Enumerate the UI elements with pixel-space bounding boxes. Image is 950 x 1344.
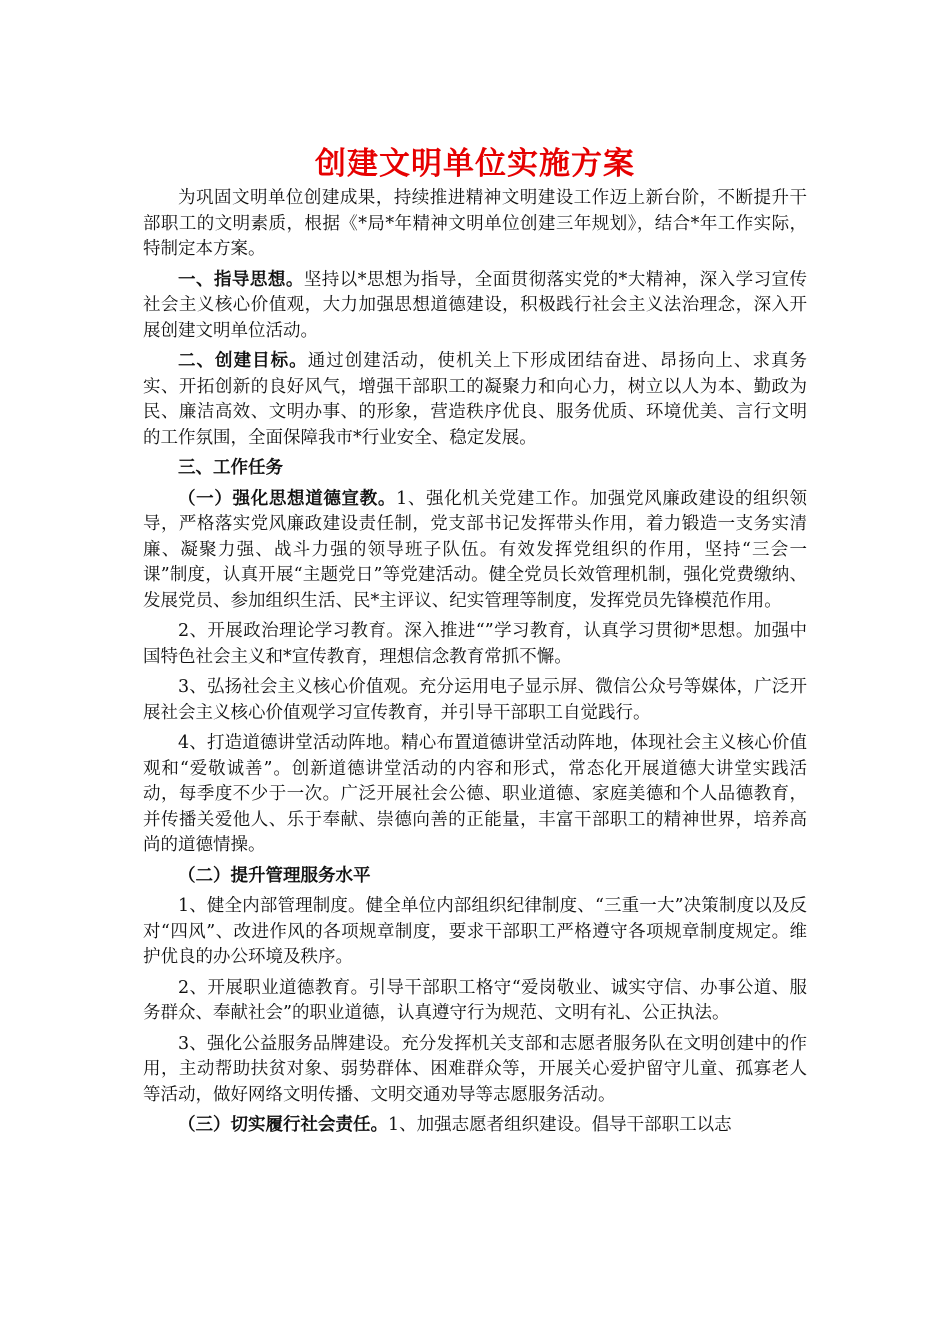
paragraph-task-1-2: 2、开展政治理论学习教育。深入推进“”学习教育，认真学习贯彻*思想。加强中国特色社会主义和*宣传教育，理想信念教育常抓不懈。	[143, 621, 807, 667]
paragraph-goals: 二、创建目标。通过创建活动，使机关上下形成团结奋进、昂扬向上、求真务实、开拓创新的良好风气，增强干部职工的凝聚力和向心力，树立以人为本、勤政为民、廉洁高效、文明办事、的形象，营造秩序优良、服务优质、环境优美、言行文明的工作氛围，全面保障我市*行业安全、稳定发展。	[143, 351, 808, 448]
section-heading-tasks: 三、工作任务	[178, 458, 283, 478]
section-heading: 二、创建目标。	[178, 351, 308, 371]
paragraph-task-2-2: 2、开展职业道德教育。引导干部职工格守“爱岗敬业、诚实守信、办事公道、服务群众、奉献社会”的职业道德，认真遵守行为规范、文明有礼、公正执法。	[143, 977, 807, 1023]
subsection-heading: （一）强化思想道德宣教。	[178, 488, 397, 509]
paragraph-intro: 为巩固文明单位创建成果，持续推进精神文明建设工作迈上新台阶，不断提升干部职工的文明素质，根据《*局*年精神文明单位创建三年规划》，结合*年工作实际，特制定本方案。	[143, 188, 807, 259]
document-body	[143, 186, 807, 1144]
document-title: 创建文明单位实施方案	[315, 146, 635, 182]
paragraph-task-1-3: 3、弘扬社会主义核心价值观。充分运用电子显示屏、微信公众号等媒体，广泛开展社会主义核心价值观学习宣传教育，并引导干部职工自觉践行。	[143, 677, 807, 723]
paragraph-task-3: （三）切实履行社会责任。1、加强志愿者组织建设。倡导干部职工以志	[178, 1115, 732, 1135]
paragraph-guiding-thought: 一、指导思想。坚持以*思想为指导，全面贯彻落实党的*大精神，深入学习宣传社会主义核心价值观，大力加强思想道德建设，积极践行社会主义法治理念，深入开展创建文明单位活动。	[143, 269, 808, 341]
section-heading: 一、指导思想。	[178, 269, 304, 290]
subsection-heading: （三）切实履行社会责任。	[178, 1115, 388, 1135]
paragraph-task-1-4: 4、打造道德讲堂活动阵地。精心布置道德讲堂活动阵地，体现社会主义核心价值观和“爱敬诚善”。创新道德讲堂活动的内容和形式，常态化开展道德大讲堂实践活动，每季度不少于一次。广泛开展社会公德、职业道德、家庭美德和个人品德教育，并传播关爱他人、乐于奉献、崇德向善的正能量，丰富干部职工的精神世界，培养高尚的道德情操。	[143, 733, 807, 855]
paragraph-task-1: （一）强化思想道德宣教。1、强化机关党建工作。加强党风廉政建设的组织领导，严格落实党风廉政建设责任制，党支部书记发挥带头作用，着力锻造一支务实清廉、凝聚力强、战斗力强的领导班子队伍。有效发挥党组织的作用，坚持“三会一课”制度，认真开展“主题党日”等党建活动。健全党员长效管理机制，强化党费缴纳、发展党员、参加组织生活、民*主评议、纪实管理等制度，发挥党员先锋模范作用。	[143, 488, 808, 611]
subsection-heading-management: （二）提升管理服务水平	[178, 865, 371, 886]
paragraph-task-2-3: 3、强化公益服务品牌建设。充分发挥机关支部和志愿者服务队在文明创建中的作用，主动帮助扶贫对象、弱势群体、困难群众等，开展关心爱护留守儿童、孤寡老人等活动，做好网络文明传播、文明交通劝导等志愿服务活动。	[143, 1033, 807, 1105]
paragraph-task-2-1: 1、健全内部管理制度。健全单位内部组织纪律制度、“三重一大”决策制度以及反对“四风”、改进作风的各项规章制度，要求干部职工严格遵守各项规章制度规定。维护优良的办公环境及秩序。	[143, 896, 807, 967]
